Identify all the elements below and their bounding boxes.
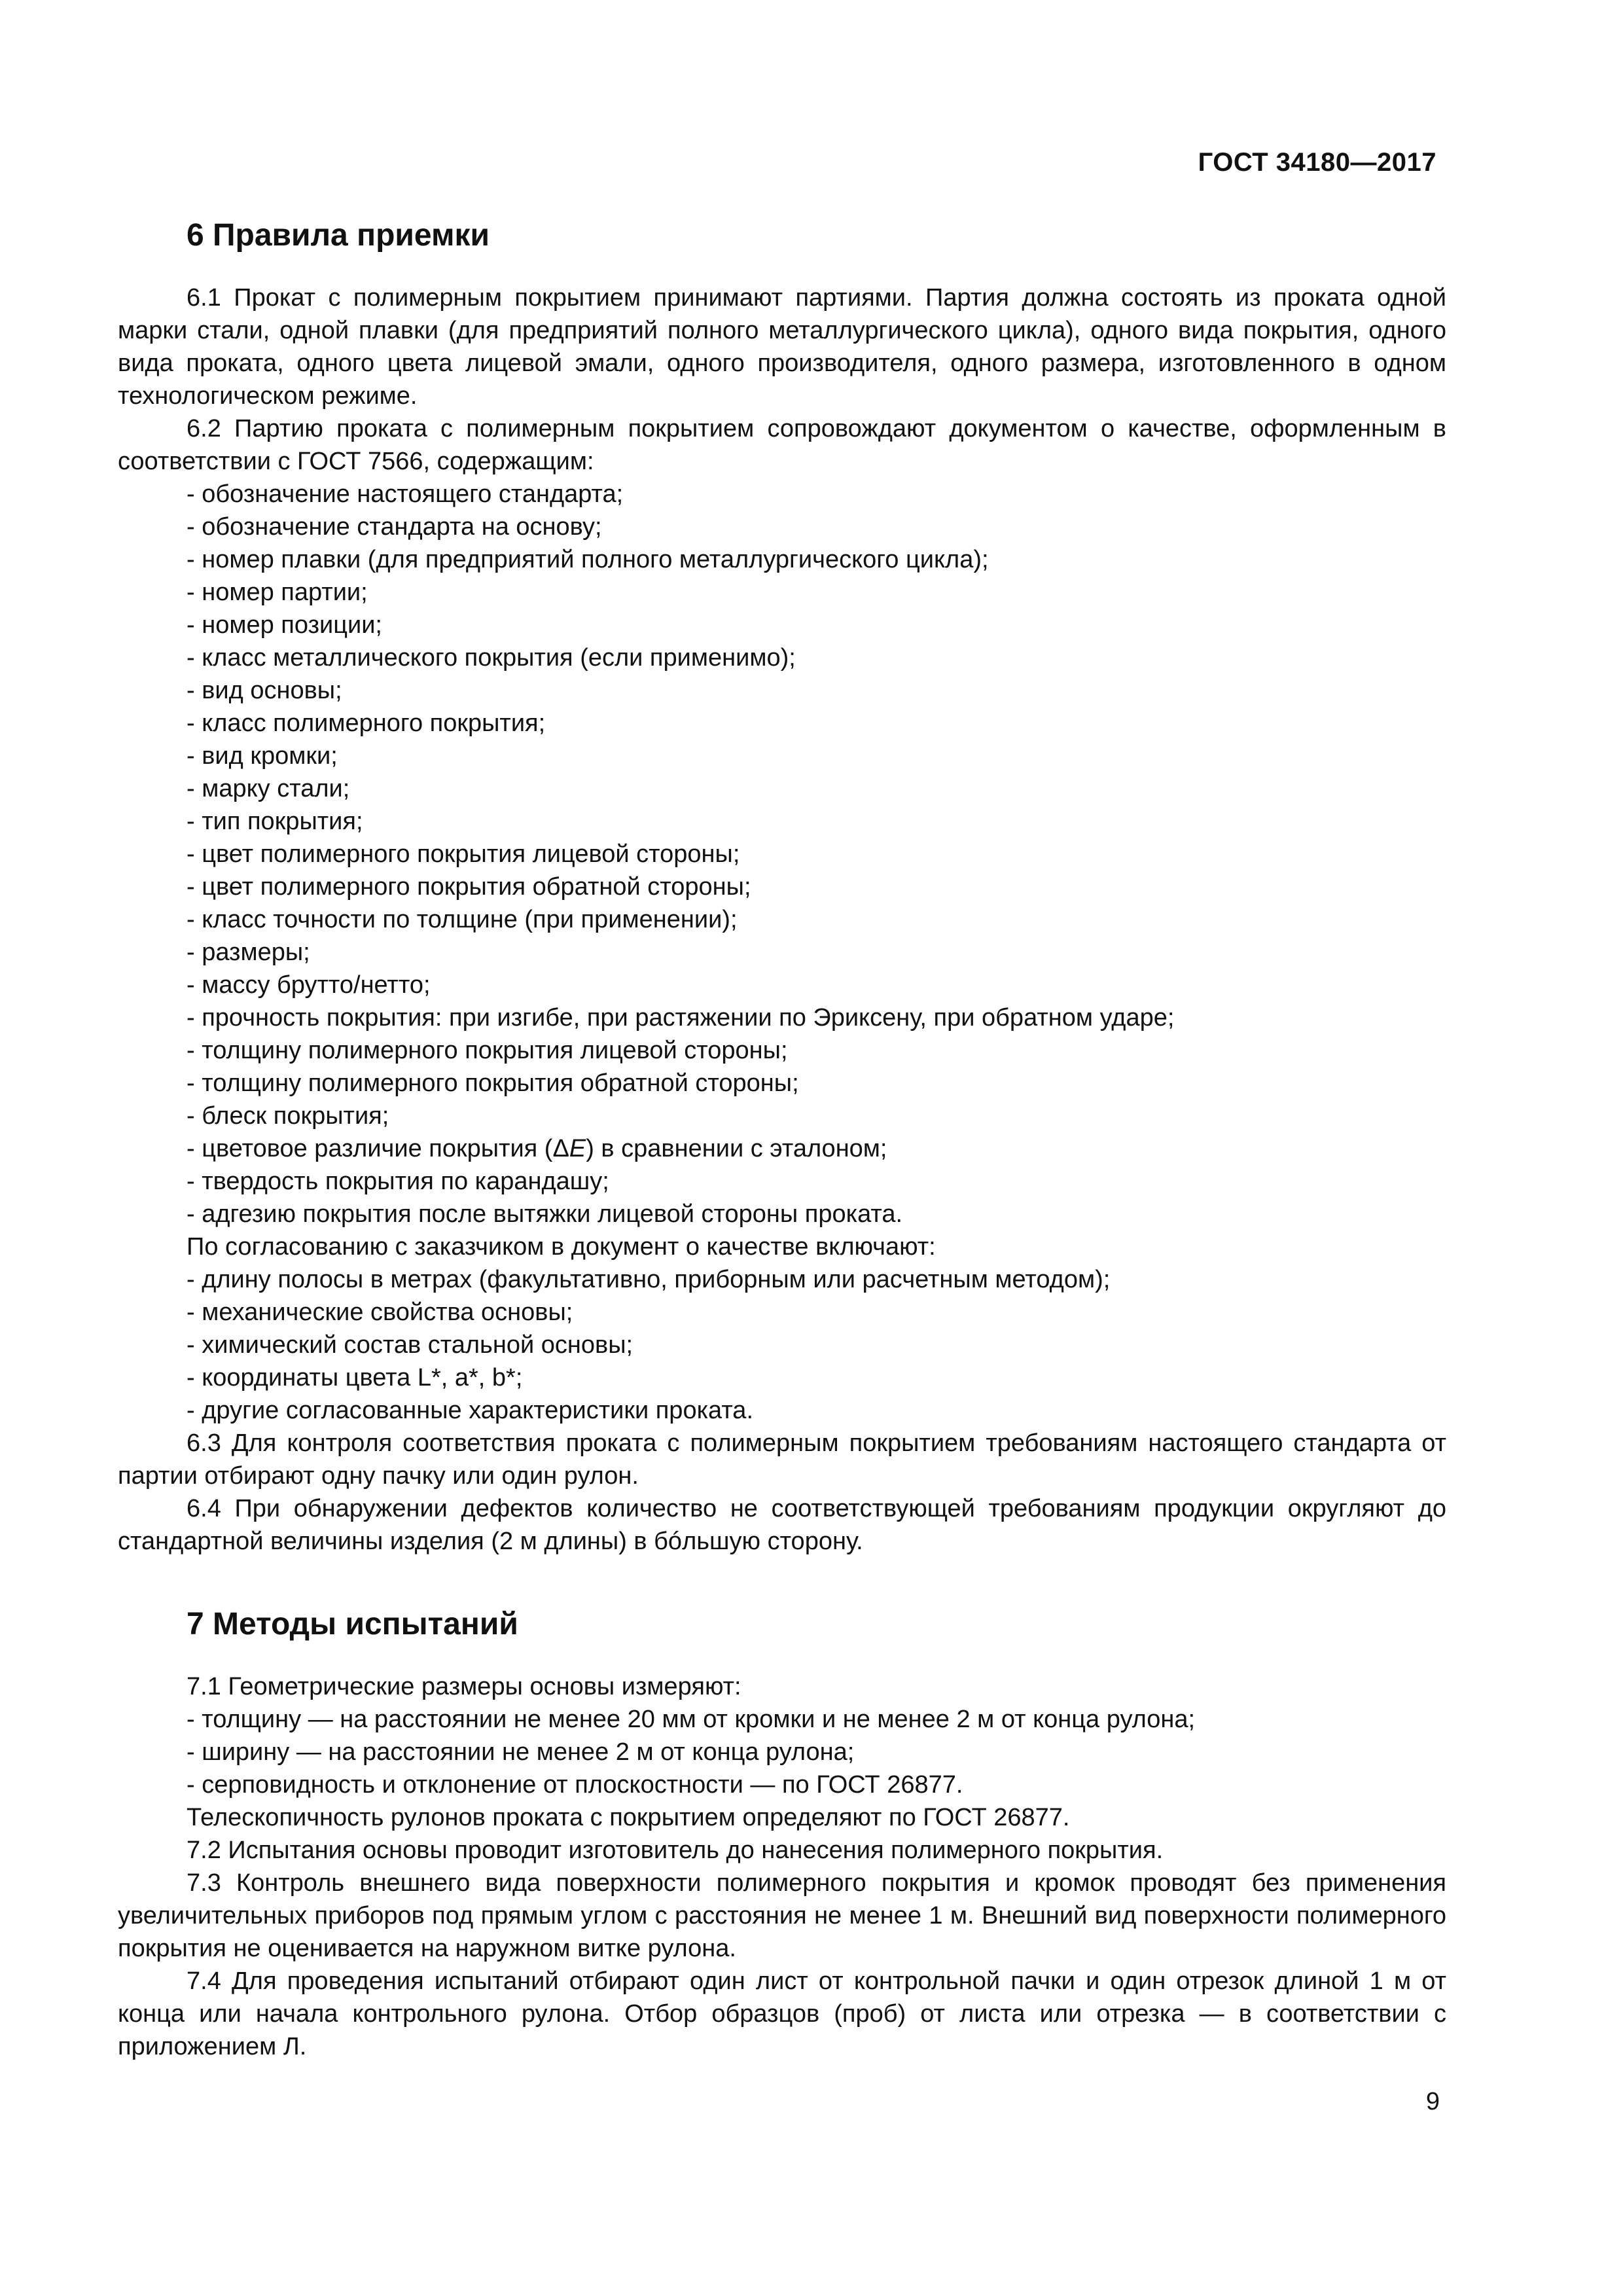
list-item: - размеры; <box>187 939 310 966</box>
list-item: - номер плавки (для предприятий полного металлургического цикла); <box>187 546 989 573</box>
measurement-items <box>118 1703 1446 1801</box>
paragraph-6-1: 6.1 Прокат с полимерным покрытием принимают партиями. Партия должна состоять из проката одной марки стали, одной плавки (для предприятий полного металлургического цикла), одного вида покрытия, одного вида проката, одного цвета лицевой эмали, одного производителя, одного размера, изготовленного в одном технологическом режиме. <box>118 284 1446 410</box>
list-item: - прочность покрытия: при изгибе, при растяжении по Эриксену, при обратном ударе; <box>187 1004 1175 1031</box>
list-item: - химический состав стальной основы; <box>187 1331 633 1359</box>
paragraph-7-4: 7.4 Для проведения испытаний отбирают один лист от контрольной пачки и один отрезок длиной 1 м от конца или начала контрольного рулона. Отбор образцов (проб) от листа или отрезка — в соответствии с приложением Л. <box>118 1967 1446 2060</box>
list-item: - обозначение стандарта на основу; <box>187 513 602 541</box>
list-item: - ширину — на расстоянии не менее 2 м от конца рулона; <box>187 1738 855 1766</box>
section-7-title: 7 Методы испытаний <box>187 1607 518 1641</box>
list-item-color-difference <box>118 1132 1446 1165</box>
list-item: - длину полосы в метрах (факультативно, приборным или расчетным методом); <box>187 1266 1111 1293</box>
list-item: - координаты цвета L*, a*, b*; <box>187 1364 523 1391</box>
list-item: - вид кромки; <box>187 742 338 770</box>
paragraph-7-3: 7.3 Контроль внешнего вида поверхности полимерного покрытия и кромок проводят без применения увеличительных приборов под прямым углом с расстояния не менее 1 м. Внешний вид поверхности полимерного покрытия не оценивается на наружном витке рулона. <box>118 1869 1446 1962</box>
list-item: - другие согласованные характеристики проката. <box>187 1397 754 1424</box>
quality-document-items <box>118 478 1446 1230</box>
paragraph-6-3: 6.3 Для контроля соответствия проката с полимерным покрытием требованиям настоящего стандарта от партии отбирают одну пачку или один рулон. <box>118 1429 1446 1490</box>
list-item: - толщину полимерного покрытия лицевой стороны; <box>187 1037 788 1064</box>
list-item: - номер партии; <box>187 579 368 606</box>
list-item: - номер позиции; <box>187 611 382 639</box>
list-item: - цвет полимерного покрытия обратной стороны; <box>187 873 751 901</box>
list-item: - блеск покрытия; <box>187 1102 389 1130</box>
page-number: 9 <box>1425 2088 1440 2115</box>
list-item: - толщину полимерного покрытия обратной стороны; <box>187 1069 799 1097</box>
telescopic-note: Телескопичность рулонов проката с покрытием определяют по ГОСТ 26877. <box>187 1804 1070 1831</box>
list-item: - тип покрытия; <box>187 808 363 835</box>
list-item: - обозначение настоящего стандарта; <box>187 480 624 508</box>
list-item: - серповидность и отклонение от плоскостности — по ГОСТ 26877. <box>187 1771 963 1799</box>
paragraph-7-1: 7.1 Геометрические размеры основы измеряют: <box>187 1673 741 1700</box>
list-item: - марку стали; <box>187 775 350 802</box>
list-item: - класс полимерного покрытия; <box>187 709 546 737</box>
list-item: - класс металлического покрытия (если применимо); <box>187 644 796 672</box>
list-item: - твердость покрытия по карандашу; <box>187 1168 609 1195</box>
section-6-title: 6 Правила приемки <box>187 218 490 253</box>
color-difference-prefix: - цветовое различие покрытия (Δ <box>187 1135 569 1162</box>
color-difference-symbol: E <box>569 1135 586 1162</box>
list-item: - механические свойства основы; <box>187 1299 573 1326</box>
paragraph-6-4: 6.4 При обнаружении дефектов количество не соответствующей требованиям продукции округляют до стандартной величины изделия (2 м длины) в бóльшую сторону. <box>118 1495 1446 1555</box>
list-item: - адгезию покрытия после вытяжки лицевой стороны проката. <box>187 1200 903 1228</box>
list-item: - толщину — на расстоянии не менее 20 мм от кромки и не менее 2 м от конца рулона; <box>187 1706 1196 1733</box>
list-item: - массу брутто/нетто; <box>187 971 431 999</box>
agreement-items <box>118 1263 1446 1427</box>
paragraph-7-2: 7.2 Испытания основы проводит изготовитель до нанесения полимерного покрытия. <box>187 1837 1164 1864</box>
list-item: - класс точности по толщине (при применении); <box>187 906 738 933</box>
page-content <box>118 216 1446 2063</box>
agreement-intro: По согласованию с заказчиком в документ о качестве включают: <box>187 1233 936 1261</box>
paragraph-6-2: 6.2 Партию проката с полимерным покрытием сопровождают документом о качестве, оформленным в соответствии с ГОСТ 7566, содержащим: <box>118 415 1446 475</box>
color-difference-suffix: ) в сравнении с эталоном; <box>586 1135 887 1162</box>
list-item: - вид основы; <box>187 677 342 704</box>
document-code: ГОСТ 34180—2017 <box>1198 148 1436 177</box>
list-item: - цвет полимерного покрытия лицевой стороны; <box>187 840 740 868</box>
